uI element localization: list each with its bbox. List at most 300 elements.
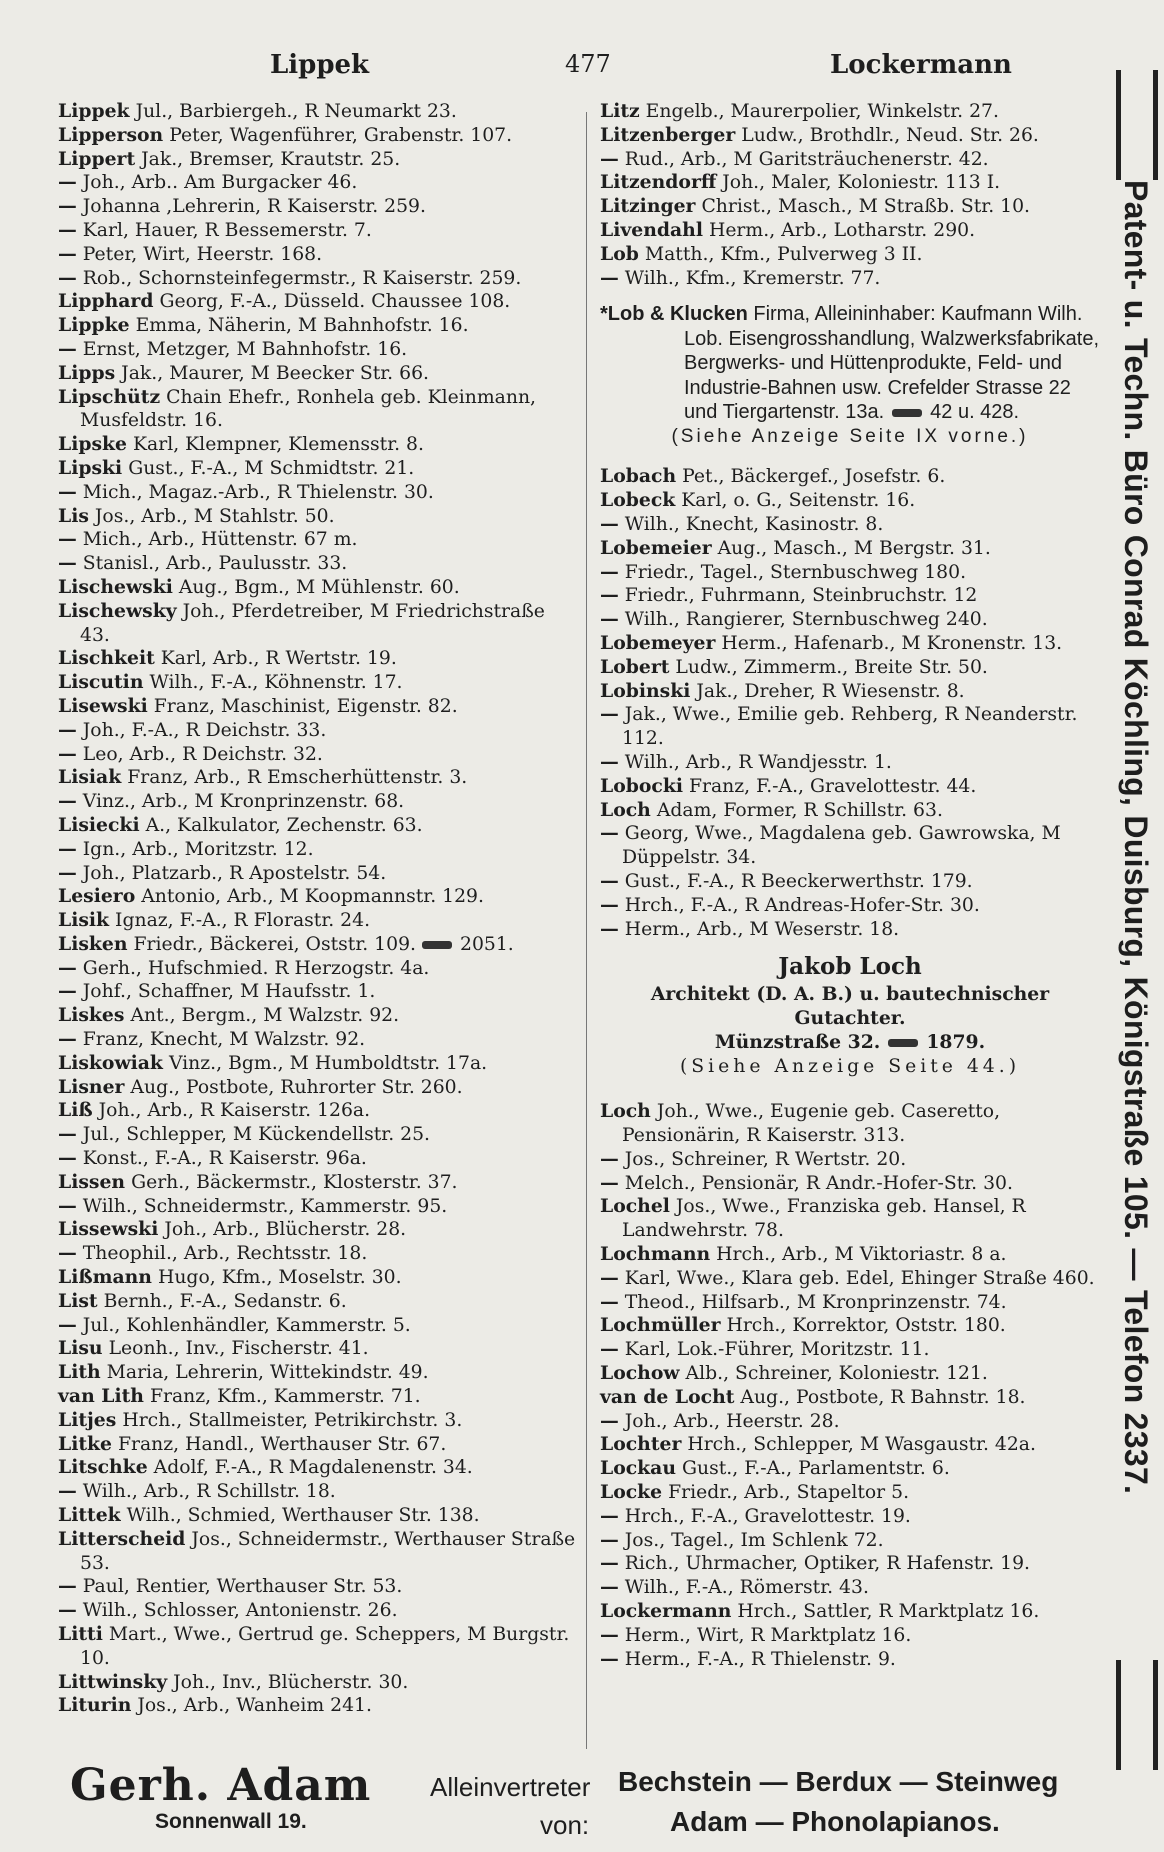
directory-entry: [58, 1052, 576, 1076]
header-left-word: Lippek: [270, 50, 370, 80]
entry-details: Georg, Wwe., Magdalena geb. Gawrowska, M Düppelstr. 34.: [622, 823, 1061, 869]
entry-details: Friedr., Bäckerei, Oststr. 109.: [133, 933, 416, 955]
directory-entry: [58, 219, 576, 243]
entry-details: Franz, Knecht, M Walzstr. 92.: [82, 1029, 366, 1051]
entry-details: Hrch., Sattler, R Marktplatz 16.: [737, 1601, 1040, 1623]
entry-name: Lißmann: [58, 1266, 152, 1289]
footer-alleinvertreter: Alleinvertreter: [430, 1772, 591, 1802]
entry-details: Jos., Arb., M Stahlstr. 50.: [94, 505, 335, 527]
directory-entry: [58, 1575, 576, 1599]
entry-name: —: [58, 1313, 77, 1336]
entry-details: Karl, Wwe., Klara geb. Edel, Ehinger Straße 460.: [624, 1267, 1095, 1289]
entry-details: Chain Ehefr., Ronhela geb. Kleinmann, Musfeldstr. 16.: [80, 386, 537, 432]
entry-name: —: [600, 750, 619, 773]
directory-entry: [58, 148, 576, 172]
column-divider: [586, 112, 587, 1749]
entry-details: Theod., Hilfsarb., M Kronprinzenstr. 74.: [624, 1291, 1007, 1313]
entry-name: —: [600, 584, 619, 607]
entry-details: Hrch., F.-A., Gravelottestr. 19.: [624, 1505, 911, 1527]
entry-details: Hugo, Kfm., Moselstr. 30.: [157, 1267, 402, 1289]
entry-details: Herm., Wirt, R Marktplatz 16.: [624, 1624, 912, 1646]
entry-details: Joh., Arb., Heerstr. 28.: [624, 1410, 840, 1432]
entry-details: Ludw., Brothdlr., Neud. Str. 26.: [741, 124, 1039, 146]
entry-details: Melch., Pensionär, R Andr.-Hofer-Str. 30.: [624, 1172, 1013, 1194]
entry-details: Maria, Lehrerin, Wittekindstr. 49.: [106, 1362, 429, 1384]
entry-name: —: [600, 512, 619, 535]
directory-entry: [600, 513, 1100, 537]
entry-name: Lockau: [600, 1457, 677, 1480]
entry-details: Gust., F.-A., R Beeckerwerthstr. 179.: [624, 870, 973, 892]
entry-details: Herm., Arb., M Weserstr. 18.: [624, 918, 900, 940]
entry-details: Franz, Kfm., Kammerstr. 71.: [149, 1386, 421, 1408]
entry-details: Joh., Arb.. Am Burgacker 46.: [82, 172, 358, 194]
entry-details: Rich., Uhrmacher, Optiker, R Hafenstr. 19.: [624, 1553, 1031, 1575]
directory-entry: [600, 219, 1100, 243]
entry-name: Littek: [58, 1504, 121, 1527]
directory-entry: [58, 386, 576, 434]
directory-entry: [58, 1099, 576, 1123]
entry-name: Litschke: [58, 1456, 148, 1479]
entry-details: Franz, F.-A., Gravelottestr. 44.: [688, 775, 977, 797]
directory-entry: [58, 576, 576, 600]
entry-name: —: [58, 1028, 77, 1051]
entry-name: Lipske: [58, 433, 128, 456]
entry-name: Lipperson: [58, 123, 164, 146]
ad-phone: 1879.: [926, 1030, 986, 1053]
directory-entry: [58, 719, 576, 743]
directory-entry: [58, 1456, 576, 1480]
entry-details: Joh., Wwe., Eugenie geb. Caseretto, Pensionärin, R Kaiserstr. 313.: [622, 1101, 1001, 1147]
directory-entry: [600, 465, 1100, 489]
entry-details: Herm., Arb., Lotharstr. 290.: [708, 219, 976, 241]
footer-address: Sonnenwall 19.: [155, 1810, 307, 1833]
entry-details: Karl, Arb., R Wertstr. 19.: [160, 648, 397, 670]
directory-entry: [58, 600, 576, 648]
entry-name: Lisik: [58, 909, 110, 932]
directory-entry: [58, 1409, 576, 1433]
ad-line2: Münzstraße 32.: [714, 1030, 881, 1053]
firm-body: [600, 302, 1100, 425]
entry-name: —: [58, 242, 77, 265]
directory-entry: [58, 1671, 576, 1695]
entry-details: Friedr., Tagel., Sternbuschweg 180.: [624, 561, 967, 583]
entry-details: Aug., Masch., M Bergstr. 31.: [717, 537, 991, 559]
directory-entry: [58, 1195, 576, 1219]
directory-entry: [600, 656, 1100, 680]
footer-advertisement: [70, 1760, 1110, 1850]
directory-entry: [58, 314, 576, 338]
entry-name: —: [600, 1290, 619, 1313]
entry-name: Lischewski: [58, 575, 173, 598]
entry-name: Lisken: [58, 932, 128, 955]
directory-entry: [58, 100, 576, 124]
directory-entry: [600, 680, 1100, 704]
entry-details: Herm., F.-A., R Thielenstr. 9.: [624, 1648, 896, 1670]
directory-entry: [600, 1148, 1100, 1172]
directory-entry: [58, 1218, 576, 1242]
directory-entry: [600, 1552, 1100, 1576]
directory-entry: [58, 1599, 576, 1623]
entry-details: Wilh., Rangierer, Sternbuschweg 240.: [624, 609, 988, 631]
directory-entry: [58, 1337, 576, 1361]
footer-brand: Gerh. Adam: [70, 1760, 372, 1811]
entry-details: Gerh., Bäckermstr., Klosterstr. 37.: [131, 1171, 458, 1193]
entry-name: Lochter: [600, 1433, 682, 1456]
directory-entry: [600, 1362, 1100, 1386]
entry-name: Loch: [600, 1100, 651, 1123]
entry-details: Hrch., Stallmeister, Petrikirchstr. 3.: [122, 1409, 463, 1431]
entry-name: Lisiak: [58, 766, 122, 789]
entry-name: —: [58, 1480, 77, 1503]
entry-name: —: [58, 195, 77, 218]
entry-name: —: [58, 980, 77, 1003]
right-entries-c: [600, 1100, 1100, 1671]
entry-details: Rob., Schornsteinfegermstr., R Kaiserstr. 259.: [82, 267, 522, 289]
directory-entry: [58, 1076, 576, 1100]
directory-entry: [58, 885, 576, 909]
entry-name: Lipschütz: [58, 385, 161, 408]
entry-name: —: [600, 822, 619, 845]
entry-details: Paul, Rentier, Werthauser Str. 53.: [82, 1576, 403, 1598]
entry-name: —: [58, 1194, 77, 1217]
directory-entry: [58, 1528, 576, 1576]
entry-name: —: [58, 1242, 77, 1265]
entry-details: Aug., Bgm., M Mühlenstr. 60.: [178, 576, 460, 598]
directory-entry: [600, 1457, 1100, 1481]
entry-details: Jos., Schneidermstr., Werthauser Straße 53.: [80, 1528, 576, 1574]
entry-details: Jul., Barbiergeh., R Neumarkt 23.: [135, 101, 457, 122]
entry-details: Wilh., Arb., R Wandjesstr. 1.: [624, 751, 892, 773]
entry-name: Lipps: [58, 361, 116, 384]
entry-details: Jak., Maurer, M Beecker Str. 66.: [121, 362, 429, 384]
entry-name: Lochmüller: [600, 1314, 721, 1337]
entry-name: —: [600, 917, 619, 940]
directory-entry: [58, 838, 576, 862]
entry-name: Lisewski: [58, 694, 148, 717]
directory-entry: [600, 822, 1100, 870]
entry-name: Lippke: [58, 314, 130, 337]
page-number: 477: [565, 50, 611, 78]
ad-line1: Architekt (D. A. B.) u. bautechnischer Gutachter.: [650, 983, 1050, 1029]
directory-entry: [58, 243, 576, 267]
directory-entry: [600, 1481, 1100, 1505]
directory-entry: [58, 457, 576, 481]
entry-name: —: [600, 1623, 619, 1646]
entry-name: —: [600, 1266, 619, 1289]
directory-entry: [58, 1290, 576, 1314]
entry-name: —: [600, 893, 619, 916]
directory-entry: [600, 1600, 1100, 1624]
directory-entry: [600, 1410, 1100, 1434]
directory-entry: [58, 1123, 576, 1147]
entry-details: Wilh., Schneidermstr., Kammerstr. 95.: [82, 1195, 448, 1217]
directory-entry: [600, 1338, 1100, 1362]
entry-details: Joh., Arb., Blücherstr. 28.: [164, 1219, 407, 1241]
entry-details: Jak., Dreher, R Wiesenstr. 8.: [696, 680, 965, 702]
entry-details: Mart., Wwe., Gertrud ge. Scheppers, M Burgstr. 10.: [80, 1624, 570, 1669]
entry-details: Peter, Wirt, Heerstr. 168.: [82, 243, 323, 265]
firm-text: Firma, Alleininhaber: Kaufmann Wilh. Lob. Eisengrosshandlung, Walzwerksfabrikate, Bergwerks- und Hüttenprodukte, Feld- und Industrie-Bahnen usw. Crefelder Strasse 22 und Tiergartenstr. 13a.: [684, 303, 1100, 424]
entry-details: Ludw., Zimmerm., Breite Str. 50.: [675, 656, 988, 678]
directory-entry: [58, 1504, 576, 1528]
ad-line2-row: [600, 1031, 1100, 1055]
entry-name: —: [600, 1409, 619, 1432]
entry-details: Mich., Magaz.-Arb., R Thielenstr. 30.: [82, 481, 434, 503]
entry-details: Pet., Bäckergef., Josefstr. 6.: [682, 466, 946, 488]
entry-name: —: [600, 608, 619, 631]
entry-name: Litzenberger: [600, 123, 736, 146]
phone-icon: [422, 941, 452, 949]
directory-entry: [58, 909, 576, 933]
ad-reference: (Siehe Anzeige Seite 44.): [679, 1055, 1021, 1077]
entry-name: van Lith: [58, 1385, 144, 1408]
entry-name: —: [58, 1575, 77, 1598]
entry-details: Bernh., F.-A., Sedanstr. 6.: [103, 1290, 347, 1312]
entry-details: Ign., Arb., Moritzstr. 12.: [82, 838, 314, 860]
side-rule-bottom: [1116, 1660, 1158, 1770]
entry-details: Joh., F.-A., R Deichstr. 33.: [82, 719, 327, 741]
page-header: [60, 50, 1100, 90]
directory-entry: [600, 1624, 1100, 1648]
entry-details: Wilh., Schmied, Werthauser Str. 138.: [126, 1505, 480, 1527]
entry-details: Leonh., Inv., Fischerstr. 41.: [108, 1338, 369, 1360]
entry-name: Lisu: [58, 1337, 103, 1360]
entry-name: —: [600, 1504, 619, 1527]
entry-name: —: [600, 1576, 619, 1599]
entry-name: Lisiecki: [58, 813, 140, 836]
directory-entry: [58, 671, 576, 695]
entry-name: —: [600, 1171, 619, 1194]
entry-details: Georg, F.-A., Düsseld. Chaussee 108.: [159, 291, 511, 313]
directory-entry: [58, 362, 576, 386]
entry-name: Litke: [58, 1432, 112, 1455]
entry-details: Jul., Schlepper, M Kückendellstr. 25.: [82, 1124, 431, 1146]
entry-details: Stanisl., Arb., Paulusstr. 33.: [82, 553, 348, 575]
directory-entry: [600, 799, 1100, 823]
entry-name: —: [58, 790, 77, 813]
entry-name: Liscutin: [58, 671, 144, 694]
entry-details: Jos., Schreiner, R Wertstr. 20.: [624, 1148, 907, 1170]
footer-von: von:: [540, 1810, 590, 1840]
entry-details: Leo, Arb., R Deichstr. 32.: [82, 743, 323, 765]
entry-name: Liskowiak: [58, 1051, 163, 1074]
directory-entry: [58, 766, 576, 790]
entry-name: Lochow: [600, 1362, 680, 1385]
directory-entry: [58, 1004, 576, 1028]
entry-name: Lischewsky: [58, 599, 177, 622]
entry-name: Liskes: [58, 1004, 125, 1027]
entry-name: Lipski: [58, 456, 123, 479]
entry-details: Adolf, F.-A., R Magdalenenstr. 34.: [153, 1457, 473, 1479]
entry-name: Lissewski: [58, 1218, 159, 1241]
entry-details: Antonio, Arb., M Koopmannstr. 129.: [141, 886, 484, 908]
entry-details: Jos., Arb., Wanheim 241.: [137, 1695, 372, 1717]
entry-name: —: [600, 1647, 619, 1670]
entry-details: Franz, Arb., R Emscherhüttenstr. 3.: [127, 767, 468, 789]
entry-details: Gerh., Hufschmied. R Herzogstr. 4a.: [82, 957, 430, 979]
entry-name: Littwinsky: [58, 1670, 168, 1693]
entry-name: —: [58, 718, 77, 741]
entry-name: Lith: [58, 1361, 101, 1384]
directory-entry: [58, 1171, 576, 1195]
entry-name: Lesiero: [58, 885, 136, 908]
entry-details: Karl, o. G., Seitenstr. 16.: [681, 490, 916, 512]
directory-entry: [58, 695, 576, 719]
loch-advertisement: [600, 955, 1100, 1078]
entry-name: Lobach: [600, 465, 677, 488]
entry-name: —: [58, 480, 77, 503]
entry-name: Lipphard: [58, 290, 154, 313]
header-right-word: Lockermann: [830, 50, 1012, 80]
entry-details: Christ., Masch., M Straßb. Str. 10.: [701, 196, 1031, 218]
entry-details: Rud., Arb., M Garitsträuchenerstr. 42.: [624, 148, 989, 170]
directory-entry: [600, 171, 1100, 195]
entry-details: Wilh., Kfm., Kremerstr. 77.: [624, 267, 881, 289]
directory-entry: [600, 1386, 1100, 1410]
directory-entry: [600, 1505, 1100, 1529]
entry-name: Lis: [58, 504, 89, 527]
entry-name: —: [58, 337, 77, 360]
entry-details: Theophil., Arb., Rechtsstr. 18.: [82, 1243, 368, 1265]
directory-entry: [58, 124, 576, 148]
directory-entry: [600, 1100, 1100, 1148]
right-entries-b: [600, 465, 1100, 941]
entry-details: A., Kalkulator, Zechenstr. 63.: [145, 814, 423, 836]
entry-name: Litz: [600, 100, 640, 122]
directory-entry: [600, 1433, 1100, 1457]
entry-name: Lobocki: [600, 774, 683, 797]
directory-entry: [600, 148, 1100, 172]
entry-name: List: [58, 1289, 98, 1312]
entry-details: Adam, Former, R Schillstr. 63.: [656, 799, 943, 821]
entry-name: Litterscheid: [58, 1527, 186, 1550]
entry-details: Karl, Hauer, R Bessemerstr. 7.: [82, 219, 372, 241]
directory-entry: [600, 632, 1100, 656]
entry-name: —: [58, 528, 77, 551]
directory-entry: [600, 751, 1100, 775]
directory-entry: [58, 481, 576, 505]
directory-entry: [600, 1529, 1100, 1553]
entry-name: —: [600, 1528, 619, 1551]
side-banner-text: Patent- u. Techn. Büro Conrad Köchling, Duisburg, Königstraße 105. — Telefon 2337.: [1118, 180, 1154, 1495]
directory-entry: [58, 957, 576, 981]
directory-entry: [600, 267, 1100, 291]
directory-entry: [600, 1314, 1100, 1338]
entry-name: Lisner: [58, 1075, 125, 1098]
directory-entry: [58, 814, 576, 838]
directory-entry: [58, 933, 576, 957]
entry-name: —: [600, 703, 619, 726]
directory-entry: [58, 267, 576, 291]
entry-details: Joh., Inv., Blücherstr. 30.: [173, 1671, 409, 1693]
entry-details: Hrch., F.-A., R Andreas-Hofer-Str. 30.: [624, 894, 980, 916]
entry-name: Loch: [600, 798, 651, 821]
entry-name: Lippert: [58, 147, 136, 170]
directory-entry: [58, 1480, 576, 1504]
entry-name: —: [58, 956, 77, 979]
entry-name: Litzendorff: [600, 171, 717, 194]
directory-entry: [58, 290, 576, 314]
entry-details: Jul., Kohlenhändler, Kammerstr. 5.: [82, 1314, 411, 1336]
entry-details: Karl, Klempner, Klemensstr. 8.: [133, 434, 424, 456]
directory-entry: [600, 100, 1100, 124]
entry-name: —: [58, 1599, 77, 1622]
entry-name: —: [600, 560, 619, 583]
entry-name: Locke: [600, 1481, 663, 1504]
directory-entry: [600, 1648, 1100, 1672]
directory-entry: [58, 862, 576, 886]
directory-entry: [58, 195, 576, 219]
entry-name: Lissen: [58, 1170, 126, 1193]
entry-details: Vinz., Arb., M Kronprinzenstr. 68.: [82, 791, 405, 813]
entry-phone: 2051.: [460, 933, 514, 955]
footer-brands-line2: Adam — Phonolapianos.: [670, 1806, 1000, 1837]
directory-entry: [58, 647, 576, 671]
entry-name: Livendahl: [600, 218, 703, 241]
entry-details: Herm., Hafenarb., M Kronenstr. 13.: [721, 632, 1063, 654]
entry-details: Franz, Handl., Werthauser Str. 67.: [117, 1433, 447, 1455]
directory-entry: [600, 1195, 1100, 1243]
entry-name: Liturin: [58, 1694, 132, 1717]
entry-details: Hrch., Korrektor, Oststr. 180.: [726, 1315, 1006, 1337]
entry-details: Joh., Platzarb., R Apostelstr. 54.: [82, 862, 387, 884]
entry-details: Hrch., Schlepper, M Wasgaustr. 42a.: [687, 1434, 1036, 1456]
entry-name: Litti: [58, 1623, 103, 1645]
entry-name: —: [58, 861, 77, 884]
directory-entry: [58, 790, 576, 814]
entry-name: —: [58, 742, 77, 765]
entry-details: Alb., Schreiner, Koloniestr. 121.: [685, 1363, 988, 1385]
entry-details: Friedr., Arb., Stapeltor 5.: [668, 1482, 910, 1504]
entry-details: Hrch., Arb., M Viktoriastr. 8 a.: [716, 1244, 1007, 1266]
directory-entry: [58, 980, 576, 1004]
entry-name: —: [600, 266, 619, 289]
directory-entry: [600, 1172, 1100, 1196]
entry-name: Liß: [58, 1099, 93, 1122]
entry-name: Lischkeit: [58, 647, 155, 670]
directory-entry: [58, 338, 576, 362]
entry-details: Jak., Bremser, Krautstr. 25.: [141, 148, 401, 170]
entry-name: Litjes: [58, 1408, 117, 1431]
entry-name: Lobeck: [600, 489, 676, 512]
entry-name: Lochmann: [600, 1243, 711, 1266]
entry-details: Gust., F.-A., M Schmidtstr. 21.: [128, 457, 415, 479]
entry-details: Jos., Wwe., Franziska geb. Hansel, R Landwehrstr. 78.: [622, 1196, 1026, 1242]
directory-entry: [58, 505, 576, 529]
directory-entry: [600, 894, 1100, 918]
entry-name: —: [58, 552, 77, 575]
entry-details: Emma, Näherin, M Bahnhofstr. 16.: [135, 315, 469, 337]
entry-details: Ignaz, F.-A., R Florastr. 24.: [115, 910, 371, 932]
entry-name: —: [58, 1123, 77, 1146]
footer-brands-line1: Bechstein — Berdux — Steinweg: [618, 1766, 1059, 1797]
directory-entry: [600, 1291, 1100, 1315]
entry-details: Aug., Postbote, Ruhrorter Str. 260.: [130, 1076, 463, 1098]
entry-details: Matth., Kfm., Pulverweg 3 II.: [644, 243, 923, 265]
side-rule-top: [1116, 70, 1158, 180]
entry-details: Ant., Bergm., M Walzstr. 92.: [130, 1005, 400, 1027]
entry-details: Joh., Arb., R Kaiserstr. 126a.: [98, 1100, 371, 1122]
firm-advertisement: [600, 302, 1100, 449]
directory-entry: [58, 1028, 576, 1052]
entry-details: Engelb., Maurerpolier, Winkelstr. 27.: [645, 101, 999, 122]
entry-details: Wilh., F.-A., Köhnenstr. 17.: [149, 672, 403, 694]
entry-details: Johf., Schaffner, M Haufsstr. 1.: [82, 981, 376, 1003]
firm-phone: 42 u. 428.: [930, 401, 1020, 424]
entry-details: Friedr., Fuhrmann, Steinbruchstr. 12: [624, 585, 978, 607]
phone-icon: [892, 409, 922, 417]
right-entries-a: [600, 100, 1100, 290]
